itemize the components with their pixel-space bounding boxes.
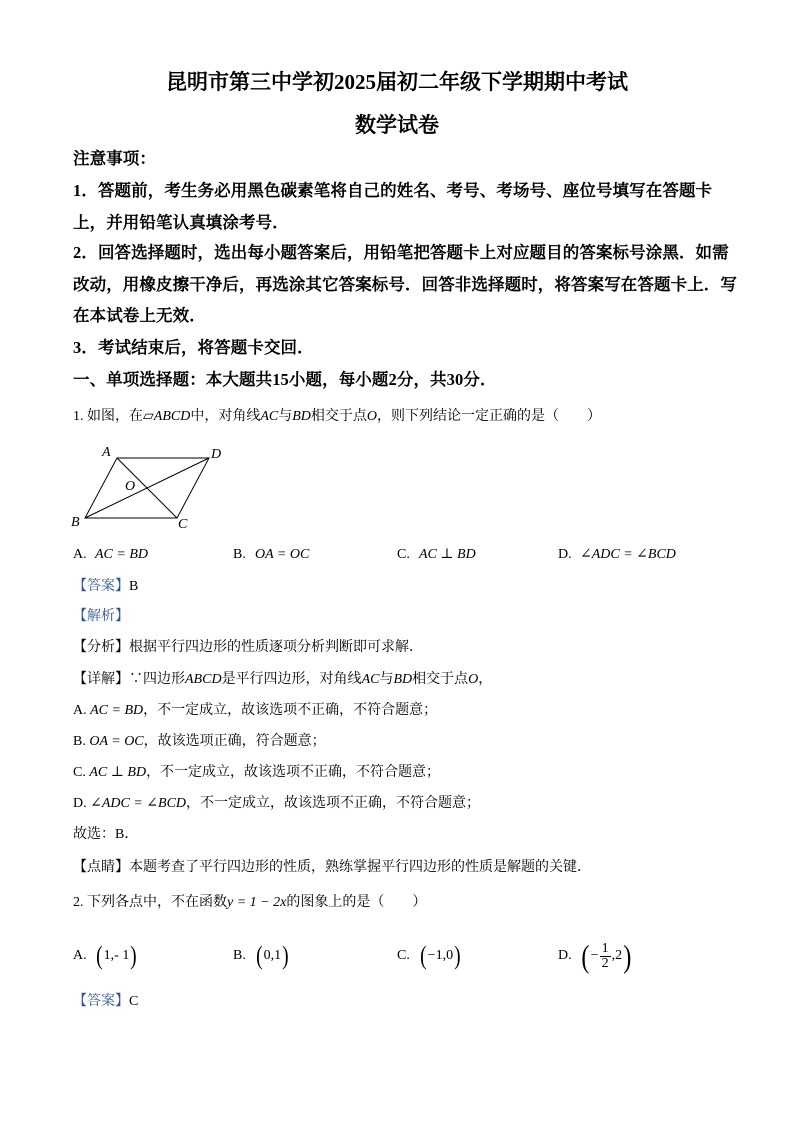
step-label: D. [73,796,91,811]
step-text: ，故该选项正确，符合题意； [143,734,326,749]
answer-value: C [129,994,139,1009]
paren-close: ) [454,941,461,970]
detail-text: ∵四边形 [129,672,185,687]
paren-open: ( [581,938,590,974]
detail-math: AC [361,672,380,687]
paren-open: ( [256,941,263,970]
q1-answer [73,577,138,597]
option-value: −1,0 [427,948,454,963]
option-label: C. [397,948,410,963]
answer-tag: 【答案】 [73,994,129,1009]
q2-stem-text: 的图象上的是（ ） [286,895,427,910]
detail-text: 是平行四边形，对角线 [221,672,362,687]
option-label: B. [233,948,246,963]
paren-close: ) [623,938,632,974]
q1-stem-math: ▱ABCD [143,409,191,424]
center-label-o: O [125,479,136,494]
option-value: 1,- 1 [103,948,130,963]
fraction [600,942,611,971]
q1-conclusion: 故选：B． [73,827,139,842]
answer-value: B [129,579,139,594]
q1-option-b [233,545,309,565]
q1-stem-text: 与 [278,409,293,424]
diagonal-bd [85,458,209,518]
q2-option-c [397,940,462,972]
option-expr: OA = OC [255,547,310,562]
q1-step-a [73,701,437,721]
parallelogram-figure [70,442,230,534]
option-expr: AC ⊥ BD [419,547,476,562]
option-value: ,2 [611,948,623,963]
q1-stem-text: ，则下列结论一定正确的是（ ） [377,409,602,424]
option-label: A. [73,547,87,562]
detail-math: ABCD [185,672,222,687]
notice-line: 改动，用橡皮擦干净后，再选涂其它答案标号．回答非选择题时，将答案写在答题卡上．写 [73,275,737,294]
q2-option-d [558,938,633,974]
q1-option-c [397,545,476,565]
option-expr: ∠ADC = ∠BCD [580,547,676,562]
q2-option-a [73,940,138,972]
step-expr: OA = OC [89,734,144,749]
vertex-label-c: C [178,517,188,532]
q1-option-a [73,545,148,565]
step-expr: AC ⊥ BD [89,765,147,780]
step-label: B. [73,734,90,749]
remark-text: 本题考查了平行四边形的性质，熟练掌握平行四边形的性质是解题的关键． [129,860,591,875]
step-label: C. [73,765,90,780]
notice-heading: 注意事项： [73,149,156,168]
step-text: ，不一定成立，故该选项不正确，不符合题意； [143,703,438,718]
q2-stem [73,893,426,913]
q2-stem-math: y = 1 − 2x [227,895,287,910]
notice-line: 2．回答选择题时，选出每小题答案后，用铅笔把答题卡上对应题目的答案标号涂黑．如需 [73,243,729,262]
q2-option-b [233,940,290,972]
fraction-denominator: 2 [601,955,609,971]
q1-analysis [73,638,423,658]
option-label: B. [233,547,246,562]
paren-close: ) [282,941,289,970]
step-label: A. [73,703,91,718]
q1-stem-math: AC [260,409,279,424]
step-expr: AC = BD [90,703,144,718]
vertex-label-d: D [211,447,222,462]
step-expr: ∠ADC = ∠BCD [90,796,187,811]
q1-stem [73,407,601,427]
paren-close: ) [130,941,137,970]
q1-stem-text: 中，对角线 [190,409,261,424]
detail-math: O [468,672,479,687]
detail-text: 相交于点 [412,672,469,687]
q1-stem-text: 如图，在 [87,409,143,424]
option-expr: AC = BD [95,547,148,562]
q1-stem-text: 相交于点 [310,409,367,424]
q2-number: 2. [73,895,87,910]
answer-tag: 【答案】 [73,579,129,594]
remark-tag: 【点睛】 [73,860,129,875]
option-label: D. [558,948,572,963]
q1-step-b [73,732,326,752]
q2-answer [73,992,138,1012]
detail-text: 与 [379,672,394,687]
q1-analysis-tag: 【解析】 [73,609,129,624]
q1-remark [73,858,591,878]
detail-tag: 【详解】 [73,672,129,687]
option-sign: − [590,948,599,963]
q1-number: 1. [73,409,87,424]
paren-open: ( [420,941,427,970]
fraction-numerator: 1 [601,940,609,956]
q1-detail [73,670,492,690]
detail-text: ， [478,672,493,687]
notice-line: 1．答题前，考生务必用黑色碳素笔将自己的姓名、考号、考场号、座位号填写在答题卡 [73,181,713,200]
exam-subtitle: 数学试卷 [355,113,439,137]
vertex-label-a: A [102,445,111,460]
vertex-label-b: B [71,515,80,530]
q1-step-d [73,794,480,814]
step-text: ，不一定成立，故该选项不正确，不符合题意； [146,765,441,780]
q1-step-c [73,763,440,783]
step-text: ，不一定成立，故该选项不正确，不符合题意； [186,796,481,811]
option-label: C. [397,547,410,562]
q2-stem-text: 下列各点中，不在函数 [87,895,227,910]
q1-stem-math: O [366,409,378,424]
notice-line: 上，并用铅笔认真填涂考号． [73,213,289,232]
q1-stem-math: BD [292,409,311,424]
option-label: D. [558,547,572,562]
notice-line: 3．考试结束后，将答题卡交回． [73,338,314,357]
option-label: A. [73,948,87,963]
exam-title: 昆明市第三中学初2025届初二年级下学期期中考试 [166,70,628,94]
q1-option-d [558,545,676,565]
notice-line: 在本试卷上无效． [73,306,206,325]
detail-math: BD [393,672,413,687]
option-value: 0,1 [263,948,282,963]
analysis-text: 根据平行四边形的性质逐项分析判断即可求解． [129,640,423,655]
paren-open: ( [96,941,103,970]
analysis-tag: 【分析】 [73,640,129,655]
section-heading: 一、单项选择题：本大题共15小题，每小题2分，共30分． [73,370,497,389]
